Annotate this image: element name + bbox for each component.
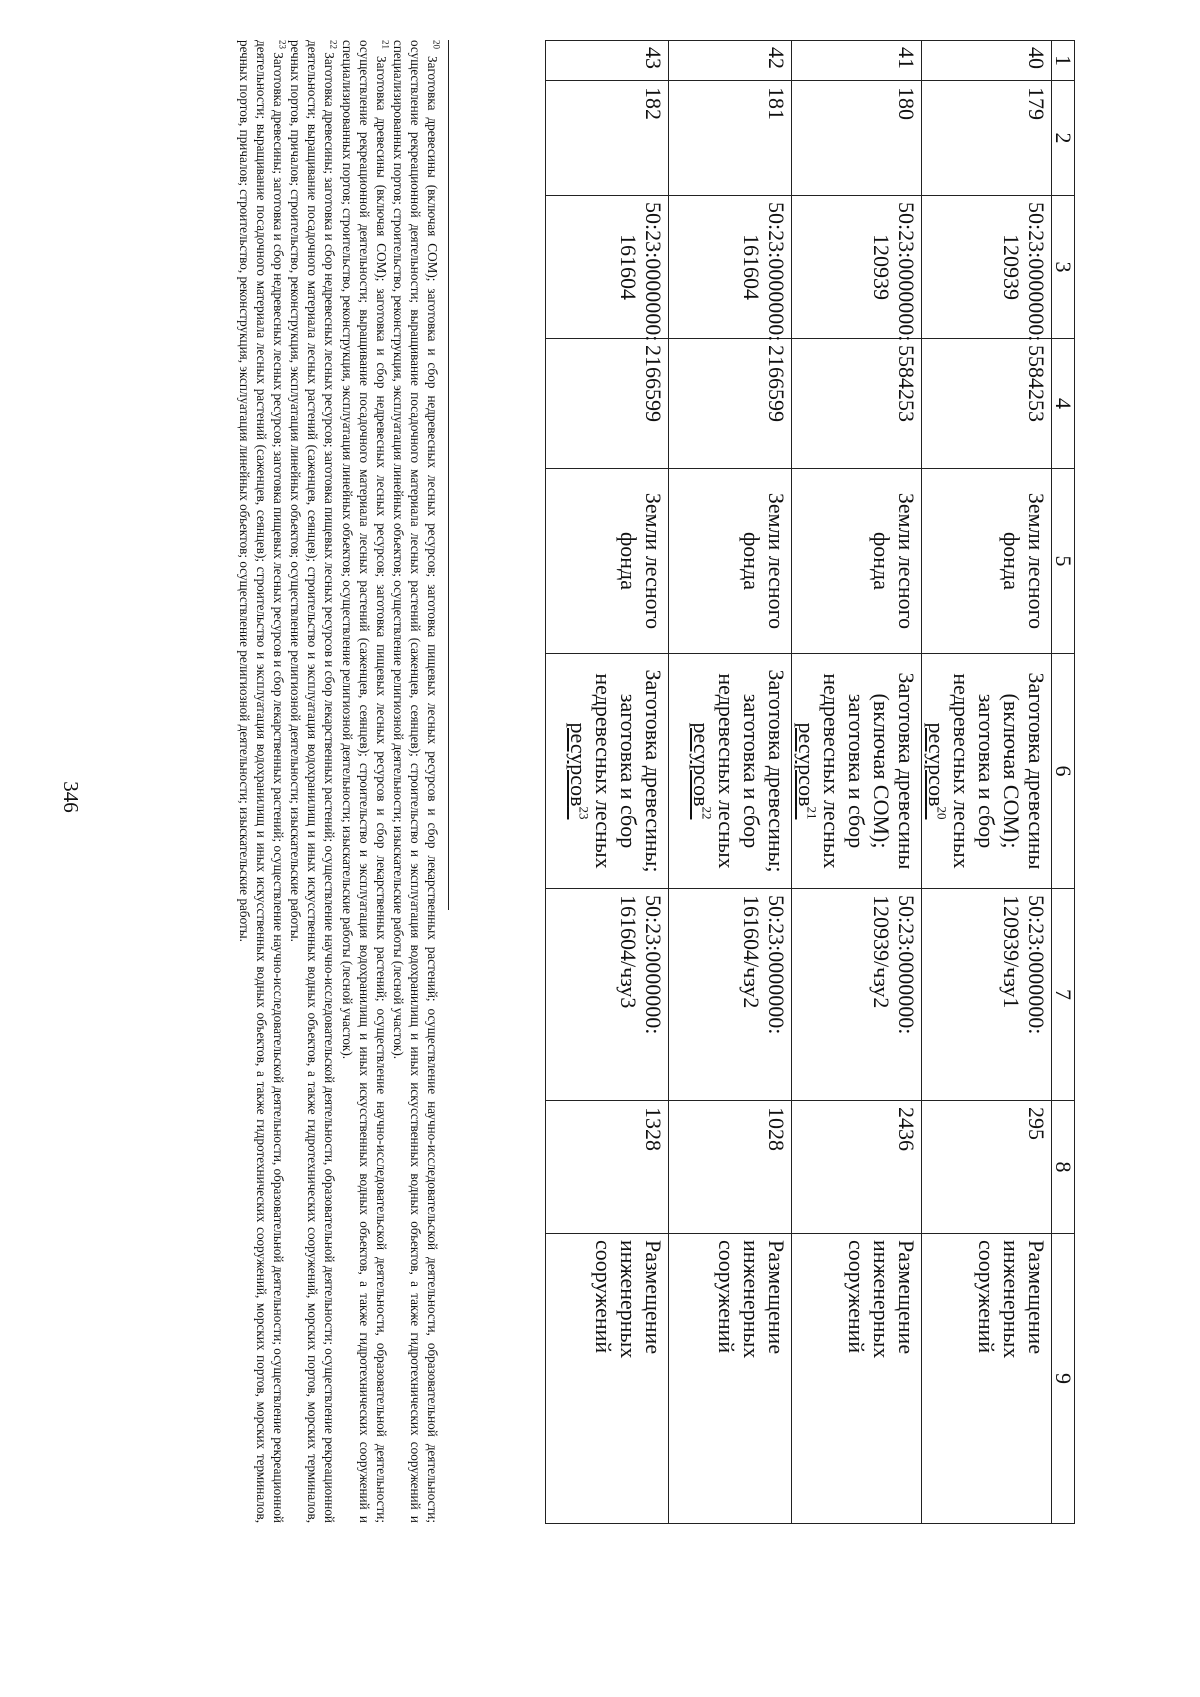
- row-number-cell: 40: [922, 41, 1052, 81]
- cadastral-number-cell: [546, 196, 669, 342]
- cell-line: фонда: [739, 532, 764, 590]
- permitted-use-cell: [546, 654, 669, 889]
- cell-line: фонда: [999, 532, 1024, 590]
- cell-line: 50:23:0000000:: [1024, 202, 1049, 342]
- cell-line: 161604: [739, 234, 764, 300]
- cell-line: 50:23:0000000:: [641, 202, 666, 342]
- footnote-text: Заготовка древесины (включая СОМ); заготовка и сбор недревесных лесных ресурсов; заготовка пищевых лесных ресурсов и сбор лекарственных растений; осуществление научно-исследовательской деятельности, образовательной деятельности; осуществление рекреационной деятельности; выращивание посадочного материала лесных растений (саженцев, сеянцев); строительство и эксплуатация водохранилищ и иных искусственных водных объектов, а также гидротехнических сооружений и специализированных портов; строительство, реконструкция, эксплуатация линейных объектов; осуществление религиозной деятельности; изыскательские работы (лесной участок).: [339, 40, 389, 1523]
- footnote-marker: 22: [328, 40, 339, 49]
- cell-line: 161604/чзу3: [616, 895, 641, 1009]
- row-number-cell: 43: [546, 41, 669, 81]
- area-cell: 5584253: [922, 339, 1052, 469]
- footnote: [236, 40, 287, 1523]
- footnote-reference: 20: [934, 806, 950, 820]
- table-row: [922, 41, 1052, 1524]
- cell-line: 120939/чзу1: [999, 895, 1024, 1009]
- purpose-cell: [792, 1234, 922, 1524]
- cell-line: ресурсов$^{22}$: [689, 722, 715, 820]
- cell-line: 50:23:0000000:: [641, 895, 666, 1035]
- cell-line: заготовка и сбор: [844, 693, 869, 849]
- area-cell: 5584253: [792, 339, 922, 469]
- cell-line: инженерных: [739, 1240, 764, 1359]
- cell-line: недревесных лесных: [819, 673, 844, 869]
- cell-line: недревесных лесных: [591, 673, 616, 869]
- column-header-8: 8: [1052, 1101, 1075, 1234]
- cadastral-number-cell: [792, 196, 922, 342]
- column-header-2: 2: [1052, 81, 1075, 196]
- cell-line: 120939: [999, 234, 1024, 300]
- cell-line: 50:23:0000000:: [894, 202, 919, 342]
- cadastral-number-cell: [669, 196, 792, 342]
- cell-line: Заготовка древесины: [1024, 672, 1049, 870]
- purpose-cell: [546, 1234, 669, 1524]
- permitted-use-cell: [792, 654, 922, 889]
- column-header-3: 3: [1052, 196, 1075, 339]
- part-cadastral-number-cell: [792, 889, 922, 1101]
- cell-line: сооружений: [591, 1240, 616, 1354]
- footnote-text: Заготовка древесины (включая СОМ); заготовка и сбор недревесных лесных ресурсов; заготовка пищевых лесных ресурсов и сбор лекарственных растений; осуществление научно-исследовательской деятельности, образовательной деятельности; осуществление рекреационной деятельности; выращивание посадочного материала лесных растений (саженцев, сеянцев); строительство и эксплуатация водохранилищ и иных искусственных водных объектов, а также гидротехнических сооружений и специализированных портов; строительство, реконструкция, эксплуатация линейных объектов; осуществление религиозной деятельности; изыскательские работы (лесной участок).: [390, 40, 440, 1523]
- cell-line: Размещение: [764, 1240, 789, 1355]
- cell-line: (включая СОМ);: [999, 693, 1024, 849]
- cell-line: Земли лесного: [1024, 492, 1049, 630]
- cell-line: инженерных: [999, 1240, 1024, 1359]
- footnote-marker: 20: [431, 40, 442, 49]
- cell-line: сооружений: [974, 1240, 999, 1354]
- footnote-marker: 23: [277, 40, 288, 49]
- permitted-use-cell: [669, 654, 792, 889]
- cell-line: сооружений: [714, 1240, 739, 1354]
- cell-line: фонда: [869, 532, 894, 590]
- footnote-reference: 22: [699, 806, 715, 820]
- row-number-cell: 41: [792, 41, 922, 81]
- table-row: [669, 41, 792, 1524]
- footnotes: [236, 40, 441, 1523]
- land-category-cell: [922, 469, 1052, 654]
- part-area-cell: 1028: [669, 1101, 792, 1234]
- cell-line: Размещение: [894, 1240, 919, 1355]
- plot-number-cell: 181: [669, 81, 792, 196]
- column-header-5: 5: [1052, 469, 1075, 654]
- land-category-cell: [669, 469, 792, 654]
- cell-line: недревесных лесных: [949, 673, 974, 869]
- cell-line: 50:23:0000000:: [894, 895, 919, 1035]
- footnote-marker: 21: [380, 40, 391, 49]
- footnote: [287, 40, 338, 1523]
- purpose-cell: [669, 1234, 792, 1524]
- cell-line: заготовка и сбор: [974, 693, 999, 849]
- cell-line: (включая СОМ);: [869, 693, 894, 849]
- part-area-cell: 2436: [792, 1101, 922, 1234]
- cell-line: недревесных лесных: [714, 673, 739, 869]
- cell-line: Земли лесного: [764, 492, 789, 630]
- part-area-cell: 295: [922, 1101, 1052, 1234]
- table-row: [792, 41, 922, 1524]
- footnote-text: Заготовка древесины; заготовка и сбор недревесных лесных ресурсов; заготовка пищевых лесных ресурсов и сбор лекарственных растений; осуществление научно-исследовательской деятельности, образовательной деятельности; осуществление рекреационной деятельности; выращивание посадочного материала лесных растений (саженцев, сеянцев); строительство и эксплуатация водохранилищ и иных искусственных водных объектов, а также гидротехнических сооружений, морских портов, морских терминалов, речных портов, причалов; строительство, реконструкция, эксплуатация линейных объектов; осуществление религиозной деятельности; изыскательские работы.: [288, 40, 338, 1523]
- column-header-1: 1: [1052, 41, 1075, 81]
- land-category-cell: [546, 469, 669, 654]
- cell-line: Заготовка древесины;: [641, 669, 666, 873]
- footnote-separator: [448, 40, 449, 910]
- footnote: [338, 40, 389, 1523]
- area-cell: 2166599: [669, 339, 792, 469]
- column-header-4: 4: [1052, 339, 1075, 469]
- rotated-page-content: [125, 40, 1075, 1640]
- cell-line: 161604: [616, 234, 641, 300]
- cell-line: Заготовка древесины: [894, 672, 919, 870]
- column-header-7: 7: [1052, 889, 1075, 1101]
- part-area-cell: 1328: [546, 1101, 669, 1234]
- part-cadastral-number-cell: [922, 889, 1052, 1101]
- cell-line: ресурсов$^{23}$: [566, 722, 592, 820]
- cell-line: ресурсов$^{20}$: [924, 722, 950, 820]
- cell-line: Заготовка древесины;: [764, 669, 789, 873]
- cell-line: 161604/чзу2: [739, 895, 764, 1009]
- cell-line: фонда: [616, 532, 641, 590]
- plot-number-cell: 179: [922, 81, 1052, 196]
- part-cadastral-number-cell: [546, 889, 669, 1101]
- cell-line: 120939: [869, 234, 894, 300]
- row-number-cell: 42: [669, 41, 792, 81]
- cell-line: Земли лесного: [894, 492, 919, 630]
- cell-line: инженерных: [616, 1240, 641, 1359]
- plot-number-cell: 180: [792, 81, 922, 196]
- cell-line: заготовка и сбор: [616, 693, 641, 849]
- footnote: [390, 40, 441, 1523]
- cell-line: инженерных: [869, 1240, 894, 1359]
- plot-number-cell: 182: [546, 81, 669, 196]
- page-number: 346: [59, 781, 83, 813]
- cell-line: 120939/чзу2: [869, 895, 894, 1009]
- footnote-text: Заготовка древесины; заготовка и сбор недревесных лесных ресурсов; заготовка пищевых лесных ресурсов и сбор лекарственных растений; осуществление научно-исследовательской деятельности, образовательной деятельности; осуществление рекреационной деятельности; выращивание посадочного материала лесных растений (саженцев, сеянцев); строительство и эксплуатация водохранилищ и иных искусственных водных объектов, а также гидротехнических сооружений, морских портов, морских терминалов, речных портов, причалов; строительство, реконструкция, эксплуатация линейных объектов; осуществление религиозной деятельности; изыскательские работы.: [236, 40, 287, 1523]
- purpose-cell: [922, 1234, 1052, 1524]
- cell-line: 50:23:0000000:: [764, 895, 789, 1035]
- cell-line: 50:23:0000000:: [1024, 895, 1049, 1035]
- column-header-6: 6: [1052, 654, 1075, 889]
- cell-line: сооружений: [844, 1240, 869, 1354]
- footnote-reference: 21: [804, 806, 820, 820]
- table-body: [546, 41, 1052, 1524]
- cell-line: Размещение: [641, 1240, 666, 1355]
- area-cell: 2166599: [546, 339, 669, 469]
- part-cadastral-number-cell: [669, 889, 792, 1101]
- land-category-cell: [792, 469, 922, 654]
- cell-line: Размещение: [1024, 1240, 1049, 1355]
- footnote-reference: 23: [576, 806, 592, 820]
- land-plots-table: [545, 40, 1075, 1524]
- cell-line: Земли лесного: [641, 492, 666, 630]
- cell-line: 50:23:0000000:: [764, 202, 789, 342]
- table-header-row: [1052, 41, 1075, 1524]
- table-header: [1052, 41, 1075, 1524]
- cell-line: ресурсов$^{21}$: [794, 722, 820, 820]
- column-header-9: 9: [1052, 1234, 1075, 1524]
- permitted-use-cell: [922, 654, 1052, 889]
- table-row: [546, 41, 669, 1524]
- cell-line: заготовка и сбор: [739, 693, 764, 849]
- cadastral-number-cell: [922, 196, 1052, 342]
